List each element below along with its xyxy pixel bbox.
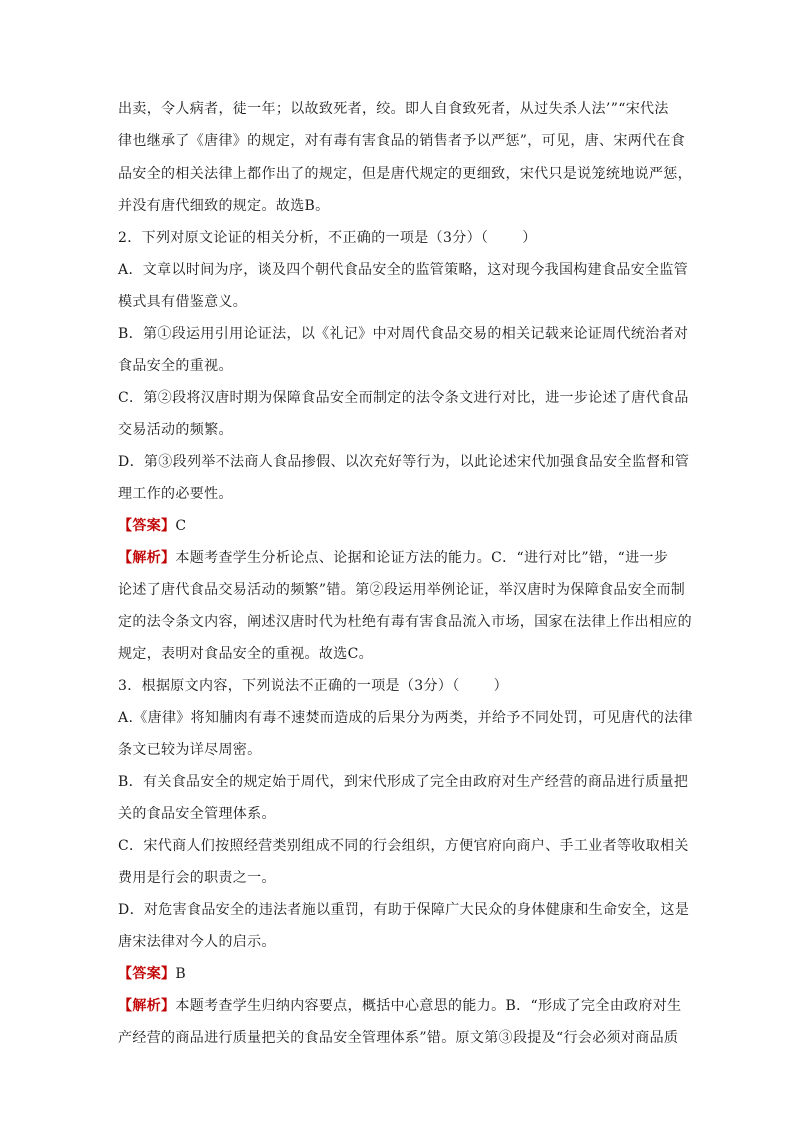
q2-option-a: A．文章以时间为序，谈及四个朝代食品安全的监管策略，这对现今我国构建食品安全监管 <box>118 262 689 278</box>
q2-analysis-line: 论述了唐代食品交易活动的频繁”错。第②段运用举例论证，举汉唐时为保障食品安全而制 <box>118 582 686 598</box>
q3-answer <box>118 964 688 984</box>
analysis-tag: 【解析】 <box>118 550 176 566</box>
q2-option-c: C．第②段将汉唐时期为保障食品安全而制定的法令条文进行对比，进一步论述了唐代食品 <box>118 390 689 406</box>
q2-analysis-line: 规定，表明对食品安全的重视。故选C。 <box>118 646 374 662</box>
text-line: 品安全的相关法律上都作出了的规定，但是唐代规定的更细致，宋代只是说笼统地说严惩， <box>118 166 692 182</box>
text-line: 并没有唐代细致的规定。故选B。 <box>118 198 330 214</box>
q3-option-d: D．对危害食品安全的违法者施以重罚，有助于保障广大民众的身体健康和生命安全，这是 <box>118 902 690 918</box>
answer-tag: 【答案】 <box>118 518 176 534</box>
q2-option-a-cont: 模式具有借鉴意义。 <box>118 294 248 310</box>
q3-option-d-cont: 唐宋法律对今人的启示。 <box>118 934 276 950</box>
analysis-tag: 【解析】 <box>118 998 176 1014</box>
q3-option-b: B．有关食品安全的规定始于周代，到宋代形成了完全由政府对生产经营的商品进行质量把 <box>118 774 689 790</box>
q3-option-a: A.《唐律》将知脯肉有毒不速焚而造成的后果分为两类，并给予不同处罚，可见唐代的法律 <box>118 710 693 726</box>
text-line: 律也继承了《唐律》的规定，对有毒有害食品的销售者予以严惩”，可见，唐、宋两代在食 <box>118 133 686 149</box>
q3-analysis: 【解析】本题考查学生归纳内容要点，概括中心意思的能力。B．“形成了完全由政府对生 <box>118 998 682 1014</box>
answer-value: B <box>175 966 187 982</box>
q3-option-a-cont: 条文已较为详尽周密。 <box>118 742 262 758</box>
q2-analysis-line: 定的法令条文内容，阐述汉唐时代为杜绝有毒有害食品流入市场，国家在法律上作出相应的 <box>118 614 692 630</box>
q2-option-d: D．第③段列举不法商人食品掺假、以次充好等行为，以此论述宋代加强食品安全监督和管 <box>118 454 690 470</box>
q3-analysis-line: 产经营的商品进行质量把关的食品安全管理体系”错。原文第③段提及“行会必须对商品质 <box>118 1030 679 1046</box>
text-line: 出卖，令人病者，徒一年；以故致死者，绞。即人自食致死者，从过失杀人法’”“宋代法 <box>118 101 669 117</box>
answer-value: C <box>175 518 187 534</box>
q2-answer <box>118 516 688 536</box>
q3-option-b-cont: 关的食品安全管理体系。 <box>118 806 276 822</box>
q2-analysis: 【解析】本题考查学生分析论点、论据和论证方法的能力。C．“进行对比”错，“进一步 <box>118 550 669 566</box>
question-2-stem: 2．下列对原文论证的相关分析，不正确的一项是（3分）（ ） <box>118 230 537 246</box>
q2-option-d-cont: 理工作的必要性。 <box>118 486 233 502</box>
answer-tag: 【答案】 <box>118 966 176 982</box>
q3-option-c-cont: 费用是行会的职责之一。 <box>118 870 276 886</box>
q2-option-b: B．第①段运用引用论证法，以《礼记》中对周代食品交易的相关记载来论证周代统治者对 <box>118 326 689 342</box>
q3-option-c: C．宋代商人们按照经营类别组成不同的行会组织，方便官府向商户、手工业者等收取相关 <box>118 838 689 854</box>
question-3-stem: 3．根据原文内容，下列说法不正确的一项是（3分）（ ） <box>118 678 508 694</box>
q2-option-c-cont: 交易活动的频繁。 <box>118 422 233 438</box>
q2-option-b-cont: 食品安全的重视。 <box>118 358 233 374</box>
